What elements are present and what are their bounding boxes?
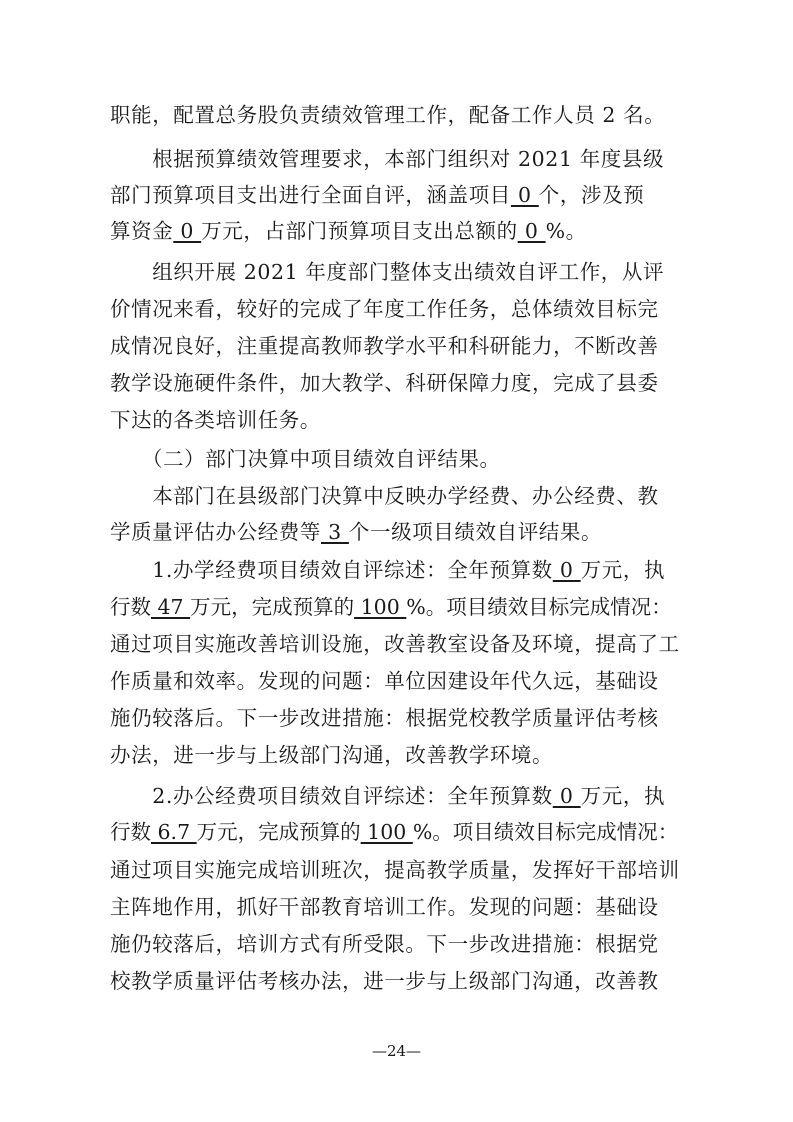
paragraph-line: 职能，配置总务股负责绩效管理工作，配备工作人员 2 名。	[110, 103, 666, 127]
paragraph-line: 主阵地作用，抓好干部教育培训工作。发现的问题：基础设	[110, 895, 659, 919]
paragraph-line: 通过项目实施改善培训设施，改善教室设备及环境，提高了工	[110, 632, 680, 656]
paragraph-line: 根据预算绩效管理要求，本部门组织对 2021 年度县级	[110, 147, 665, 171]
paragraph-line: 2.办公经费项目绩效自评综述：全年预算数 0 万元，执	[110, 784, 666, 808]
paragraph-line: 校教学质量评估考核办法，进一步与上级部门沟通，改善教	[110, 969, 659, 993]
paragraph-line: 作质量和效率。发现的问题：单位因建设年代久远，基础设	[110, 669, 659, 693]
paragraph-line: 通过项目实施完成培训班次，提高教学质量，发挥好干部培训	[110, 858, 680, 882]
page-number: —24—	[371, 1042, 422, 1060]
paragraph-line: 1.办学经费项目绩效自评综述：全年预算数 0 万元，执	[110, 558, 666, 582]
paragraph-line: 学质量评估办公经费等 3 个一级项目绩效自评结果。	[110, 520, 603, 544]
paragraph-line: 教学设施硬件条件，加大教学、科研保障力度，完成了县委	[110, 371, 659, 395]
section-heading: （二）部门决算中项目绩效自评结果。	[110, 447, 501, 471]
paragraph-line: 成情况良好，注重提高教师教学水平和科研能力，不断改善	[110, 334, 659, 358]
paragraph-line: 办法，进一步与上级部门沟通，改善教学环境。	[110, 743, 554, 767]
paragraph-line: 行数 6.7 万元，完成预算的 100 %。项目绩效目标完成情况：	[110, 820, 679, 844]
paragraph-line: 价情况来看，较好的完成了年度工作任务，总体绩效目标完	[110, 297, 659, 321]
paragraph-line: 施仍较落后。下一步改进措施：根据党校教学质量评估考核	[110, 706, 659, 730]
paragraph-line: 行数 47 万元，完成预算的 100 %。项目绩效目标完成情况：	[110, 595, 672, 619]
paragraph-line: 算资金 0 万元，占部门预算项目支出总额的 0 %。	[110, 219, 587, 243]
paragraph-line: 本部门在县级部门决算中反映办学经费、办公经费、教	[110, 484, 659, 508]
paragraph-line: 施仍较落后，培训方式有所受限。下一步改进措施：根据党	[110, 932, 659, 956]
paragraph-line: 组织开展 2021 年度部门整体支出绩效自评工作，从评	[110, 260, 665, 284]
paragraph-line: 下达的各类培训任务。	[110, 408, 321, 432]
paragraph-line: 部门预算项目支出进行全面自评，涵盖项目 0 个，涉及预	[110, 183, 645, 207]
